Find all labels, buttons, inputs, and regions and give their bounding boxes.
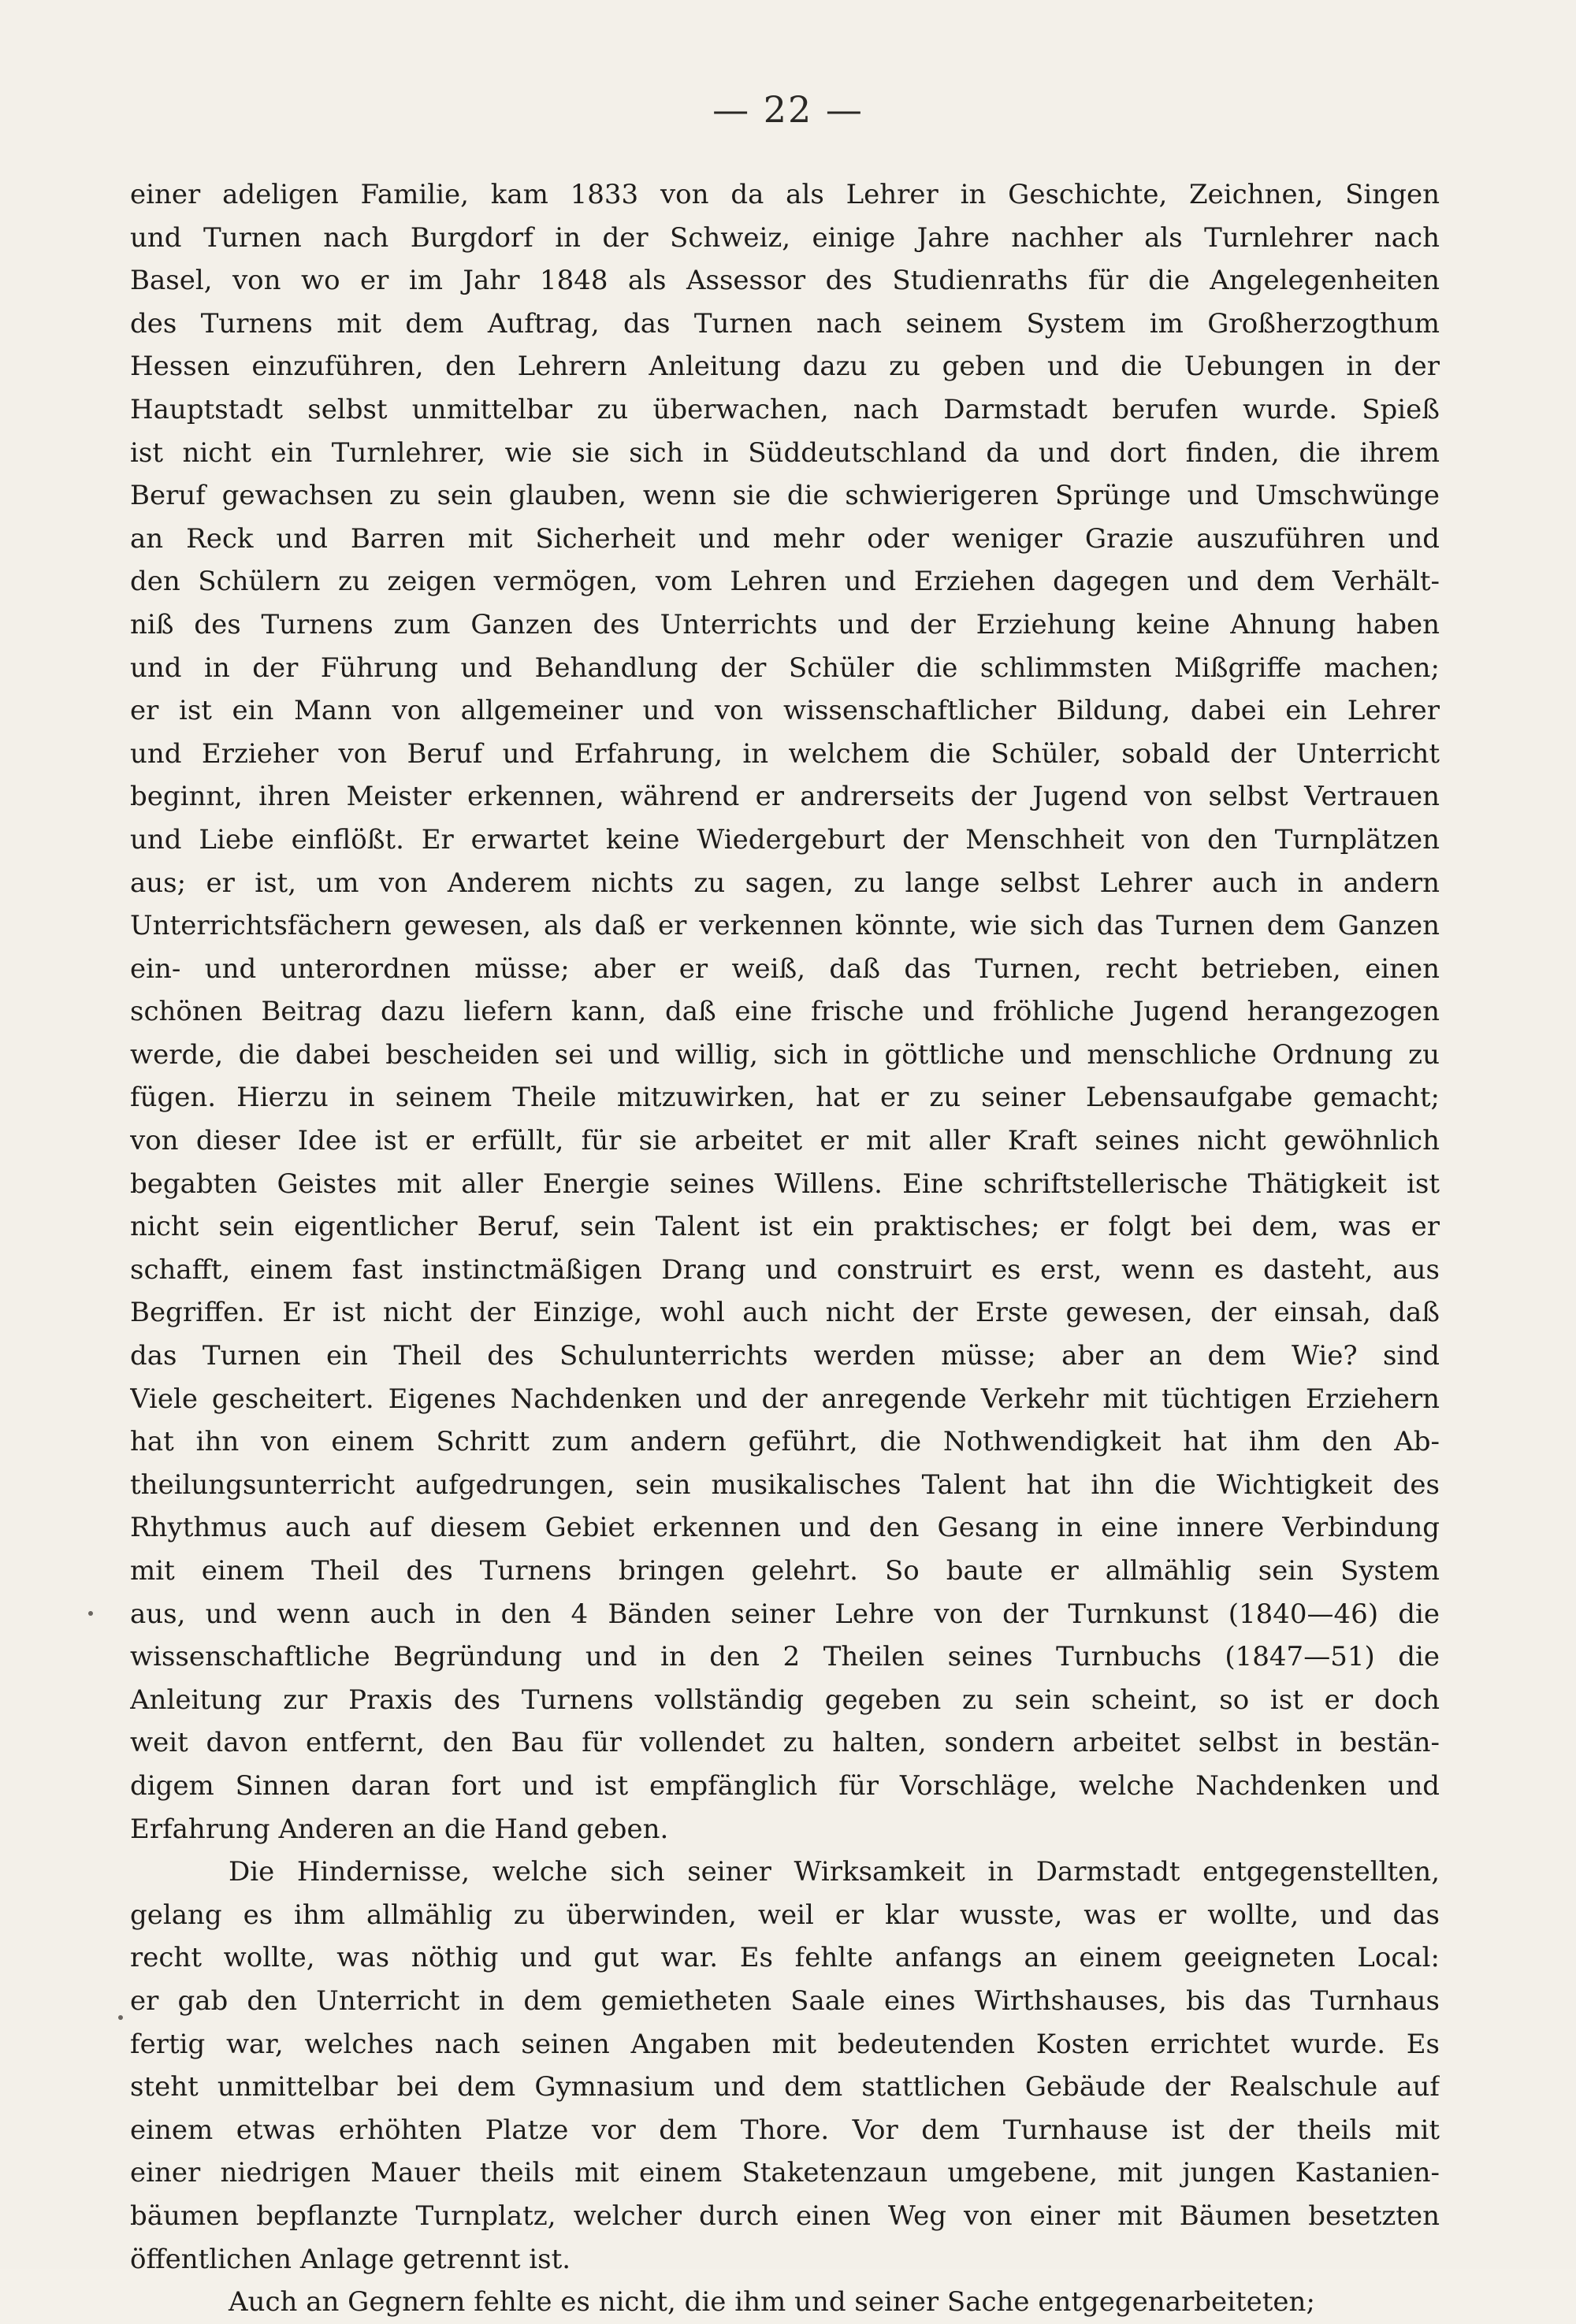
text-line: von dieser Idee ist er erfüllt, für sie arbeitet er mit aller Kraft seines nicht gewöhnlich bbox=[130, 1125, 1440, 1157]
text-line: wissenschaftliche Begründung und in den 2 Theilen seines Turnbuchs (1847—51) die bbox=[130, 1641, 1440, 1673]
body-text bbox=[130, 173, 1440, 2324]
text-line: und Erzieher von Beruf und Erfahrung, in welchem die Schüler, sobald der Unterricht bbox=[130, 737, 1440, 770]
text-line: des Turnens mit dem Auftrag, das Turnen nach seinem System im Großherzogthum bbox=[130, 307, 1440, 340]
text-line: Begriffen. Er ist nicht der Einzige, wohl auch nicht der Erste gewesen, der einsah, daß bbox=[130, 1297, 1440, 1329]
text-line: mit einem Theil des Turnens bringen gelehrt. So baute er allmählig sein System bbox=[130, 1555, 1440, 1587]
text-line: den Schülern zu zeigen vermögen, vom Lehren und Erziehen dagegen und dem Verhält- bbox=[130, 566, 1440, 598]
text-line: steht unmittelbar bei dem Gymnasium und dem stattlichen Gebäude der Realschule auf bbox=[130, 2071, 1440, 2103]
page-number: — 22 — bbox=[712, 88, 864, 131]
text-line: hat ihn von einem Schritt zum andern geführt, die Nothwendigkeit hat ihm den Ab- bbox=[130, 1426, 1440, 1458]
text-line: theilungsunterricht aufgedrungen, sein musikalisches Talent hat ihn die Wichtigkeit des bbox=[130, 1468, 1440, 1501]
text-line: und in der Führung und Behandlung der Schüler die schlimmsten Mißgriffe machen; bbox=[130, 652, 1440, 684]
margin-speck bbox=[88, 1611, 93, 1616]
text-line: das Turnen ein Theil des Schulunterrichts werden müsse; aber an dem Wie? sind bbox=[130, 1340, 1440, 1372]
text-line: schafft, einem fast instinctmäßigen Drang und construirt es erst, wenn es dasteht, aus bbox=[130, 1253, 1440, 1286]
text-line: und Liebe einflößt. Er erwartet keine Wiedergeburt der Menschheit von den Turnplätzen bbox=[130, 823, 1440, 856]
text-line: begabten Geistes mit aller Energie seines Willens. Eine schriftstellerische Thätigkeit ist bbox=[130, 1168, 1440, 1200]
text-line: Hessen einzuführen, den Lehrern Anleitung dazu zu geben und die Uebungen in der bbox=[130, 351, 1440, 383]
text-line: nicht sein eigentlicher Beruf, sein Talent ist ein praktisches; er folgt bei dem, was er bbox=[130, 1211, 1440, 1243]
text-line: bäumen bepflanzte Turnplatz, welcher durch einen Weg von einer mit Bäumen besetzten bbox=[130, 2200, 1440, 2232]
text-line: Auch an Gegnern fehlte es nicht, die ihm und seiner Sache entgegenarbeiteten; bbox=[229, 2286, 1315, 2318]
text-line: er ist ein Mann von allgemeiner und von wissenschaftlicher Bildung, dabei ein Lehrer bbox=[130, 695, 1440, 727]
text-line: aus; er ist, um von Anderem nichts zu sagen, zu lange selbst Lehrer auch in andern bbox=[130, 867, 1440, 899]
text-line: gelang es ihm allmählig zu überwinden, weil er klar wusste, was er wollte, und das bbox=[130, 1899, 1440, 1931]
text-line: beginnt, ihren Meister erkennen, während er andrerseits der Jugend von selbst Vertrauen bbox=[130, 781, 1440, 813]
text-line: und Turnen nach Burgdorf in der Schweiz, einige Jahre nachher als Turnlehrer nach bbox=[130, 221, 1440, 254]
text-line: Viele gescheitert. Eigenes Nachdenken und der anregende Verkehr mit tüchtigen Erziehern bbox=[130, 1383, 1440, 1415]
text-line: weit davon entfernt, den Bau für vollendet zu halten, sondern arbeitet selbst in bestän- bbox=[130, 1727, 1440, 1759]
paragraph-2 bbox=[130, 1851, 1440, 2281]
text-line: digem Sinnen daran fort und ist empfänglich für Vorschläge, welche Nachdenken und bbox=[130, 1769, 1440, 1802]
margin-speck bbox=[118, 2015, 123, 2020]
text-line: Erfahrung Anderen an die Hand geben. bbox=[130, 1813, 669, 1845]
text-line: fertig war, welches nach seinen Angaben mit bedeutenden Kosten errichtet wurde. Es bbox=[130, 2028, 1440, 2060]
text-line: werde, die dabei bescheiden sei und willig, sich in göttliche und menschliche Ordnung zu bbox=[130, 1038, 1440, 1071]
text-line: Die Hindernisse, welche sich seiner Wirksamkeit in Darmstadt entgegenstellten, bbox=[229, 1856, 1440, 1888]
text-line: einer adeligen Familie, kam 1833 von da als Lehrer in Geschichte, Zeichnen, Singen bbox=[130, 179, 1440, 210]
text-line: Unterrichtsfächern gewesen, als daß er verkennen könnte, wie sich das Turnen dem Ganzen bbox=[130, 910, 1440, 942]
text-line: Hauptstadt selbst unmittelbar zu überwachen, nach Darmstadt berufen wurde. Spieß bbox=[130, 393, 1440, 425]
text-line: Anleitung zur Praxis des Turnens vollständig gegeben zu sein scheint, so ist er doch bbox=[130, 1684, 1440, 1716]
text-line: er gab den Unterricht in dem gemietheten Saale eines Wirthshauses, bis das Turnhaus bbox=[130, 1984, 1440, 2017]
text-line: Beruf gewachsen zu sein glauben, wenn sie die schwierigeren Sprünge und Umschwünge bbox=[130, 480, 1440, 512]
text-line: Basel, von wo er im Jahr 1848 als Assessor des Studienraths für die Angelegenheiten bbox=[130, 265, 1440, 297]
text-line: Rhythmus auch auf diesem Gebiet erkennen und den Gesang in eine innere Verbindung bbox=[130, 1512, 1440, 1544]
text-line: an Reck und Barren mit Sicherheit und mehr oder weniger Grazie auszuführen und bbox=[130, 522, 1440, 555]
text-line: schönen Beitrag dazu liefern kann, daß eine frische und fröhliche Jugend herangezogen bbox=[130, 996, 1440, 1028]
text-line: ist nicht ein Turnlehrer, wie sie sich in Süddeutschland da und dort finden, die ihrem bbox=[130, 436, 1440, 469]
text-line: aus, und wenn auch in den 4 Bänden seiner Lehre von der Turnkunst (1840—46) die bbox=[130, 1598, 1440, 1630]
text-line: niß des Turnens zum Ganzen des Unterrichts und der Erziehung keine Ahnung haben bbox=[130, 608, 1440, 640]
paragraph-1 bbox=[130, 173, 1440, 1851]
text-line: einer niedrigen Mauer theils mit einem Staketenzaun umgebene, mit jungen Kastanien- bbox=[130, 2157, 1440, 2189]
text-line: fügen. Hierzu in seinem Theile mitzuwirken, hat er zu seiner Lebensaufgabe gemacht; bbox=[130, 1082, 1440, 1114]
text-line: recht wollte, was nöthig und gut war. Es fehlte anfangs an einem geeigneten Local: bbox=[130, 1942, 1440, 1974]
text-line: öffentlichen Anlage getrennt ist. bbox=[130, 2243, 571, 2275]
paragraph-3 bbox=[130, 2281, 1440, 2324]
text-line: ein- und unterordnen müsse; aber er weiß, daß das Turnen, recht betrieben, einen bbox=[130, 952, 1440, 985]
text-line: einem etwas erhöhten Platze vor dem Thore. Vor dem Turnhause ist der theils mit bbox=[130, 2114, 1440, 2146]
